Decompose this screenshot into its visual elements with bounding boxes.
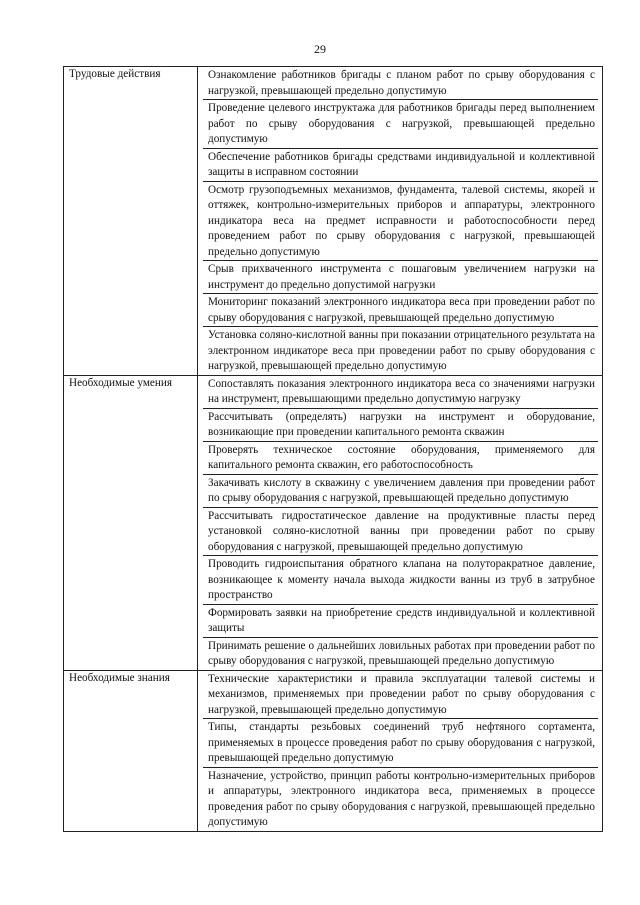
list-item: Принимать решение о дальнейших ловильных работах при проведении работ по срыву оборудования с нагрузкой, превышающей предельно допустимую <box>208 639 595 667</box>
list-item: Установка соляно-кислотной ванны при показании отрицательного результата на электронном индикаторе веса при проведении работ по срыву оборудования с нагрузкой, превышающей предельно допустимую <box>208 329 595 372</box>
list-item: Рассчитывать (определять) нагрузки на инструмент и оборудование, возникающие при проведении капитального ремонта скважин <box>203 409 598 442</box>
list-item: Срыв прихваченного инструмента с пошаговым увеличением нагрузки на инструмент до предельно допустимой нагрузки <box>203 261 598 294</box>
labor-actions-list <box>198 67 603 376</box>
row-label-labor-actions: Трудовые действия <box>64 67 198 376</box>
list-item: Проводить гидроиспытания обратного клапана на полуторакратное давление, возникающее к моменту начала выхода жидкости ванны из труб в затрубное пространство <box>203 556 598 605</box>
qualification-table <box>63 66 603 832</box>
list-item: Назначение, устройство, принцип работы контрольно-измерительных приборов и аппаратуры, электронного индикатора веса, применяемых в процессе проведения работ по срыву оборудования с нагрузкой, превышающей предельно допустимую <box>208 769 595 828</box>
list-item: Типы, стандарты резьбовых соединений труб нефтяного сортамента, применяемых в процессе проведения работ по срыву оборудования с нагрузкой, превышающей предельно допустимую <box>203 719 598 768</box>
required-knowledge-list <box>198 670 603 831</box>
page-number: 29 <box>314 42 326 56</box>
list-item: Закачивать кислоту в скважину с увеличением давления при проведении работ по срыву оборудования с нагрузкой, превышающей предельно допустимую <box>203 475 598 508</box>
list-item: Проверять техническое состояние оборудования, применяемого для капитального ремонта скважин, его работоспособность <box>203 442 598 475</box>
table-row <box>64 67 603 376</box>
list-item: Технические характеристики и правила эксплуатации талевой системы и механизмов, применяемых при проведении работ по срыву оборудования с нагрузкой, превышающей предельно допустимую <box>203 671 598 720</box>
list-item: Сопоставлять показания электронного индикатора веса со значениями нагрузки на инструмент, превышающими предельно допустимую нагрузку <box>203 376 598 409</box>
list-item: Ознакомление работников бригады с планом работ по срыву оборудования с нагрузкой, превышающей предельно допустимую <box>203 67 598 100</box>
row-label-required-knowledge: Необходимые знания <box>64 670 198 831</box>
list-item: Формировать заявки на приобретение средств индивидуальной и коллективной защиты <box>203 605 598 638</box>
table-row <box>64 670 603 831</box>
list-item: Мониторинг показаний электронного индикатора веса при проведении работ по срыву оборудования с нагрузкой, превышающей предельно допустимую <box>203 294 598 327</box>
list-item: Проведение целевого инструктажа для работников бригады перед выполнением работ по срыву оборудования с нагрузкой, превышающей предельно допустимую <box>203 100 598 149</box>
list-item: Рассчитывать гидростатическое давление на продуктивные пласты перед установкой соляно-кислотной ванны при проведении работ по срыву оборудования с нагрузкой, превышающей предельно допустимую <box>203 508 598 557</box>
row-label-required-skills: Необходимые умения <box>64 375 198 670</box>
list-item: Осмотр грузоподъемных механизмов, фундамента, талевой системы, якорей и оттяжек, контрольно-измерительных приборов и аппаратуры, электронного индикатора веса на предмет исправности и работоспособности перед проведением работ по срыву оборудования с нагрузкой, превышающей предельно допустимую <box>203 182 598 262</box>
list-item: Обеспечение работников бригады средствами индивидуальной и коллективной защиты в исправном состоянии <box>203 149 598 182</box>
table-row <box>64 375 603 670</box>
required-skills-list <box>198 375 603 670</box>
